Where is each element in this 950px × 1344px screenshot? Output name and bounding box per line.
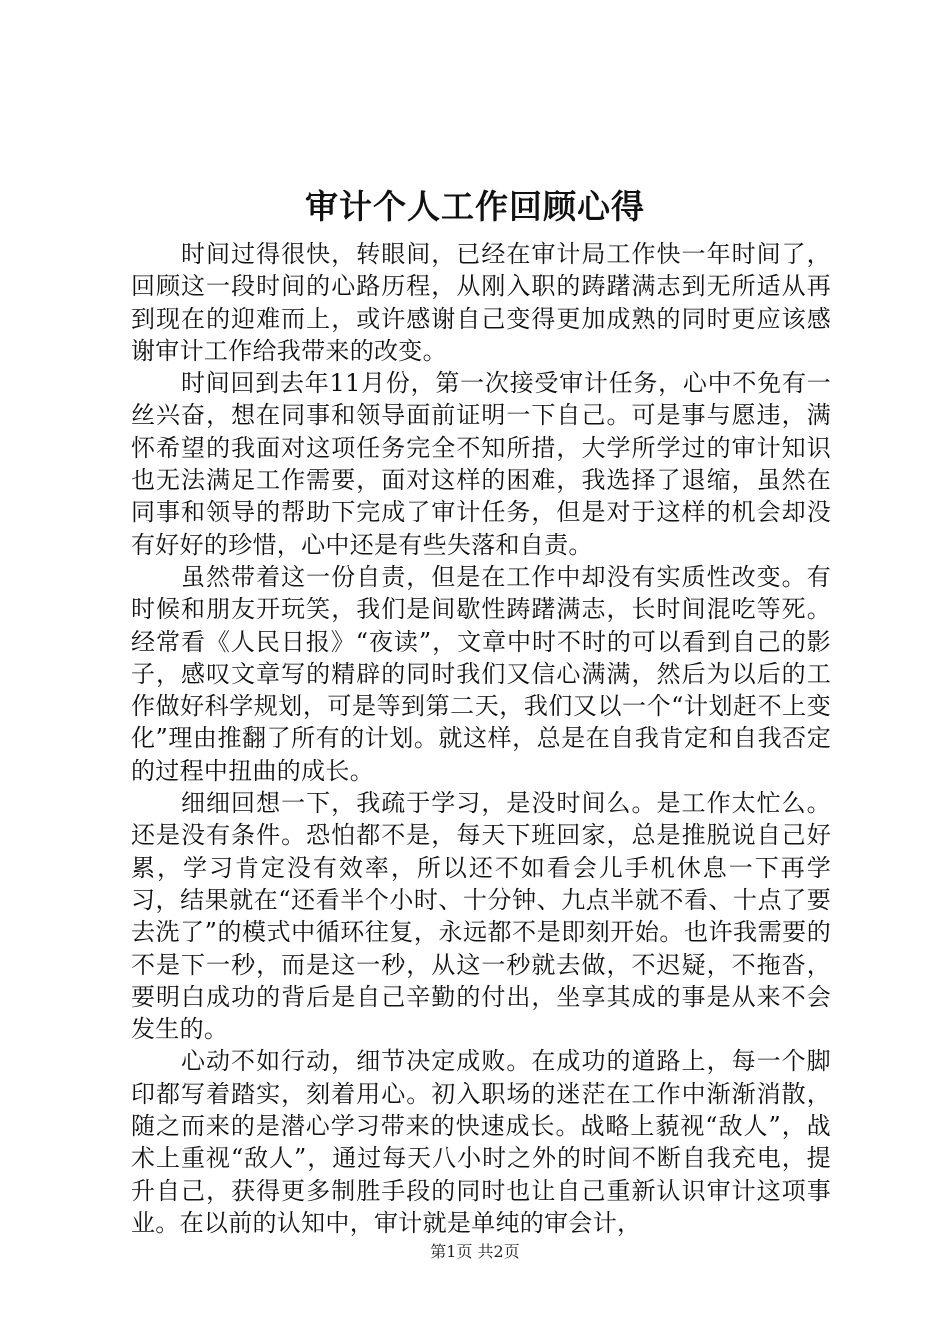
page-footer: 第1页 共2页 (430, 1242, 520, 1261)
paragraph-4: 细细回想一下，我疏于学习，是没时间么。是工作太忙么。还是没有条件。恐怕都不是，每天下班回家，总是推脱说自己好累，学习肯定没有效率，所以还不如看会儿手机休息一下再学习，结果就在“还看半个小时、十分钟、九点半就不看、十点了要去洗了”的模式中循环往复，永远都不是即刻开始。也许我需要的不是下一秒，而是这一秒，从这一秒就去做，不迟疑，不拖沓，要明白成功的背后是自己辛勤的付出，坐享其成的事是从来不会发生的。 (131, 789, 831, 1044)
document-body (131, 238, 831, 1239)
paragraph-2: 时间回到去年11月份，第一次接受审计任务，心中不免有一丝兴奋，想在同事和领导面前证明一下自己。可是事与愿违，满怀希望的我面对这项任务完全不知所措，大学所学过的审计知识也无法满足工作需要，面对这样的困难，我选择了退缩，虽然在同事和领导的帮助下完成了审计任务，但是对于这样的机会却没有好好的珍惜，心中还是有些失落和自责。 (131, 369, 831, 559)
paragraph-5: 心动不如行动，细节决定成败。在成功的道路上，每一个脚印都写着踏实，刻着用心。初入职场的迷茫在工作中渐渐消散，随之而来的是潜心学习带来的快速成长。战略上藐视“敌人”，战术上重视“敌人”，通过每天八小时之外的时间不断自我充电，提升自己，获得更多制胜手段的同时也让自己重新认识审计这项事业。在以前的认知中，审计就是单纯的审会计， (131, 1047, 831, 1237)
paragraph-3: 虽然带着这一份自责，但是在工作中却没有实质性改变。有时候和朋友开玩笑，我们是间歇性踌躇满志，长时间混吃等死。经常看《人民日报》“夜读”，文章中时不时的可以看到自己的影子，感叹文章写的精辟的同时我们又信心满满，然后为以后的工作做好科学规划，可是等到第二天，我们又以一个“计划赶不上变化”理由推翻了所有的计划。就这样，总是在自我肯定和自我否定的过程中扭曲的成长。 (131, 562, 831, 785)
paragraph-1: 时间过得很快，转眼间，已经在审计局工作快一年时间了，回顾这一段时间的心路历程，从刚入职的踌躇满志到无所适从再到现在的迎难而上，或许感谢自己变得更加成熟的同时更应该感谢审计工作给我带来的改变。 (131, 240, 831, 365)
page-title: 审计个人工作回顾心得 (305, 187, 645, 226)
